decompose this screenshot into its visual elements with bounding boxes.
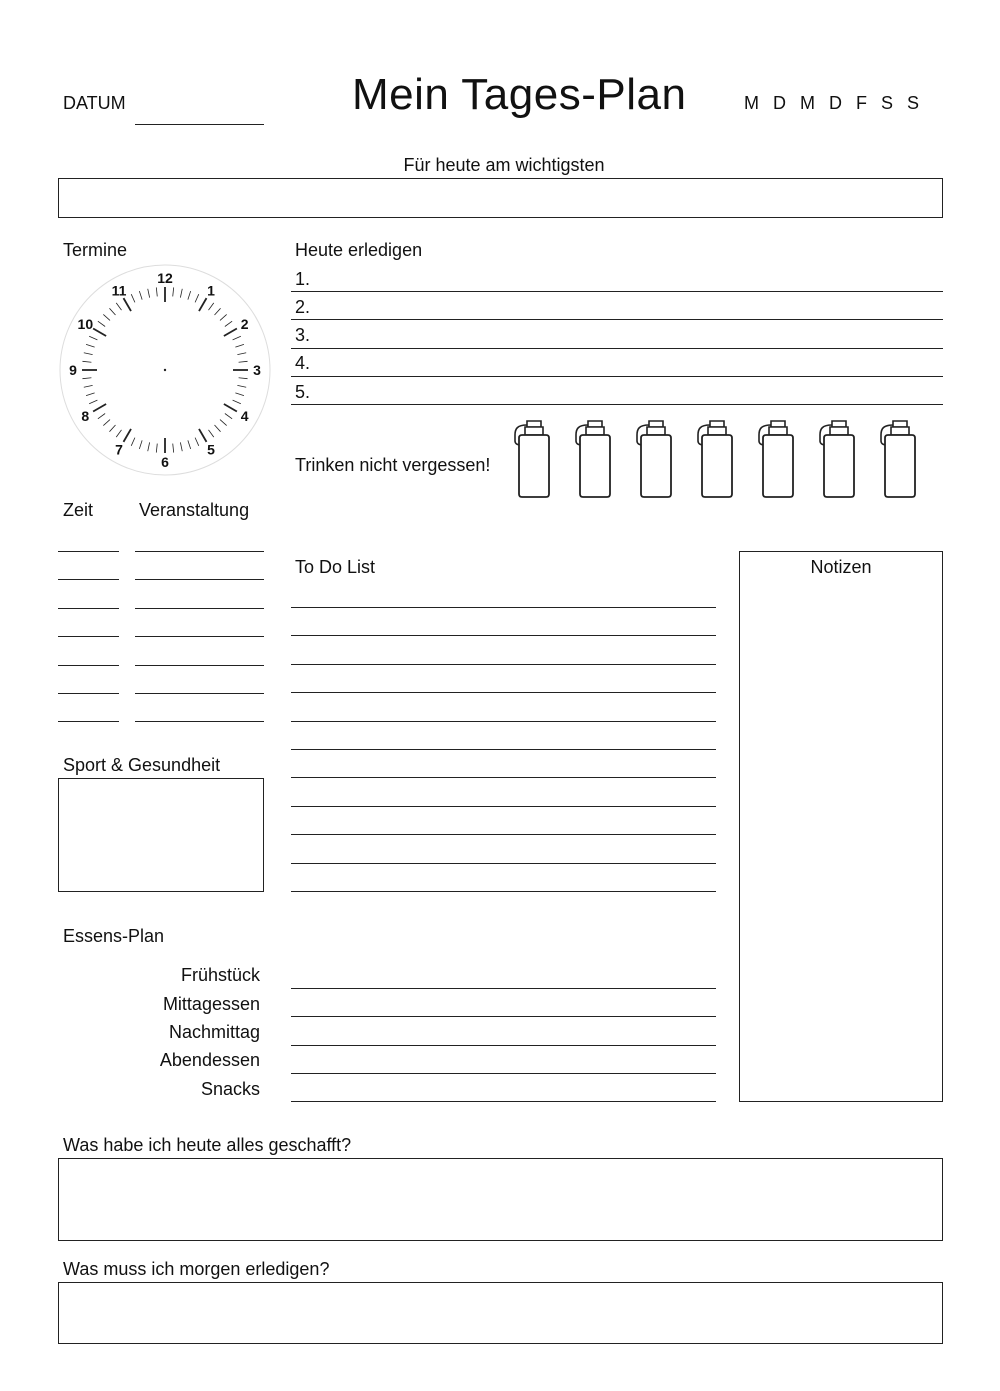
meal-label-dinner: Abendessen: [159, 1050, 260, 1070]
water-bottle-icon[interactable]: [698, 421, 732, 497]
clock-minute-tick: [173, 444, 174, 453]
tomorrow-box[interactable]: [58, 1282, 943, 1344]
clock-minute-tick: [173, 287, 174, 296]
appointments-label: Termine: [63, 240, 128, 260]
clock-minute-tick: [98, 413, 105, 418]
water-bottle-icon[interactable]: [881, 421, 915, 497]
date-field[interactable]: [135, 124, 264, 125]
clock-hour-tick: [93, 329, 106, 337]
priority-box[interactable]: [58, 178, 943, 218]
today-task-number: 3.: [295, 325, 311, 345]
tomorrow-label: Was muss ich morgen erledigen?: [63, 1259, 330, 1279]
todo-line[interactable]: [291, 635, 716, 636]
clock-hour-tick: [199, 429, 207, 442]
accomplished-label: Was habe ich heute alles geschafft?: [63, 1135, 352, 1155]
todo-line[interactable]: [291, 777, 716, 778]
meal-label-breakfast: Frühstück: [180, 965, 260, 985]
water-bottle-icon[interactable]: [637, 421, 671, 497]
weekday-wednesday[interactable]: M: [800, 93, 816, 113]
water-bottle-tracker: [505, 417, 917, 501]
weekday-friday[interactable]: F: [856, 93, 868, 113]
time-header: Zeit: [63, 500, 94, 520]
weekday-saturday[interactable]: S: [881, 93, 895, 113]
water-bottle-icon[interactable]: [820, 421, 854, 497]
today-task-number: 4.: [295, 353, 311, 373]
clock-minute-tick: [103, 314, 110, 320]
event-header: Veranstaltung: [139, 500, 250, 520]
clock-number: 8: [81, 408, 90, 424]
clock-number: 5: [207, 441, 215, 458]
clock-minute-tick: [239, 378, 248, 379]
clock-number: 10: [77, 316, 94, 332]
todo-line[interactable]: [291, 721, 716, 722]
clock-minute-tick: [116, 303, 121, 310]
clock-minute-tick: [139, 440, 142, 449]
priority-label: Für heute am wichtigsten: [403, 155, 605, 175]
clock-minute-tick: [89, 336, 97, 340]
hydration-label: Trinken nicht vergessen!: [295, 455, 491, 475]
clock-minute-tick: [233, 336, 241, 340]
todo-line[interactable]: [291, 891, 716, 892]
todo-line[interactable]: [291, 749, 716, 750]
today-task-line[interactable]: [291, 404, 943, 405]
schedule-time-line[interactable]: [58, 721, 119, 722]
meal-label-afternoon: Nachmittag: [168, 1022, 260, 1042]
clock-minute-tick: [235, 393, 244, 396]
date-label: DATUM: [63, 93, 126, 113]
water-bottle-icon[interactable]: [515, 421, 549, 497]
today-tasks-label: Heute erledigen: [295, 240, 423, 260]
clock-number: 6: [161, 454, 169, 470]
schedule-time-line[interactable]: [58, 608, 119, 609]
todo-line[interactable]: [291, 692, 716, 693]
schedule-time-line[interactable]: [58, 665, 119, 666]
clock-number: 1: [207, 282, 215, 299]
clock-number: 12: [157, 270, 173, 286]
clock-minute-tick: [220, 420, 227, 426]
clock-minute-tick: [116, 430, 121, 437]
clock-hour-tick: [93, 404, 106, 412]
todo-line[interactable]: [291, 607, 716, 608]
meal-line-snacks[interactable]: [291, 1101, 716, 1102]
clock-number: 4: [240, 408, 249, 424]
clock-minute-tick: [82, 378, 91, 379]
schedule-event-line[interactable]: [135, 636, 264, 637]
clock-minute-tick: [235, 344, 244, 347]
weekday-selector: [744, 93, 920, 114]
clock-minute-tick: [195, 438, 199, 446]
todo-line[interactable]: [291, 664, 716, 665]
schedule-time-line[interactable]: [58, 693, 119, 694]
weekday-monday[interactable]: M: [744, 93, 760, 113]
meal-line-breakfast[interactable]: [291, 988, 716, 989]
weekday-tuesday[interactable]: D: [773, 93, 787, 113]
meal-line-dinner[interactable]: [291, 1073, 716, 1074]
clock-minute-tick: [220, 314, 227, 320]
today-task-number: 5.: [295, 382, 311, 402]
clock-minute-tick: [139, 291, 142, 300]
schedule-event-line[interactable]: [135, 551, 264, 552]
todo-line[interactable]: [291, 806, 716, 807]
clock-hour-tick: [199, 298, 207, 311]
clock-minute-tick: [156, 287, 157, 296]
notes-box[interactable]: [739, 551, 943, 1102]
clock-minute-tick: [215, 425, 221, 432]
clock-minute-tick: [188, 440, 191, 449]
schedule-time-line[interactable]: [58, 551, 119, 552]
today-task-line[interactable]: [291, 291, 943, 292]
meal-line-afternoon[interactable]: [291, 1045, 716, 1046]
clock-minute-tick: [86, 344, 95, 347]
clock-minute-tick: [131, 438, 135, 446]
clock-minute-tick: [156, 444, 157, 453]
clock-minute-tick: [148, 289, 150, 298]
clock-minute-tick: [239, 361, 248, 362]
schedule-event-line[interactable]: [135, 608, 264, 609]
clock-minute-tick: [195, 294, 199, 302]
weekday-sunday[interactable]: S: [907, 93, 921, 113]
sport-label: Sport & Gesundheit: [63, 755, 221, 775]
clock-hour-tick: [224, 329, 237, 337]
schedule-time-line[interactable]: [58, 636, 119, 637]
meal-label-snacks: Snacks: [200, 1079, 260, 1099]
notes-label: Notizen: [810, 557, 872, 577]
clock-minute-tick: [84, 385, 93, 387]
clock-minute-tick: [84, 353, 93, 355]
clock-minute-tick: [180, 289, 182, 298]
clock-minute-tick: [109, 308, 115, 315]
clock-number: 3: [253, 362, 261, 378]
today-task-line[interactable]: [291, 348, 943, 349]
meal-label-lunch: Mittagessen: [162, 994, 260, 1014]
clock-number: 2: [240, 316, 249, 332]
page-title: Mein Tages-Plan: [352, 70, 687, 119]
today-task-line[interactable]: [291, 376, 943, 377]
clock-minute-tick: [89, 400, 97, 404]
today-task-number: 1.: [295, 269, 311, 289]
clock-number: 9: [69, 362, 77, 378]
clock-minute-tick: [237, 385, 246, 387]
clock-minute-tick: [233, 400, 241, 404]
clock-minute-tick: [98, 321, 105, 326]
clock-minute-tick: [109, 425, 115, 432]
clock-minute-tick: [208, 303, 213, 310]
clock-minute-tick: [103, 420, 110, 426]
sport-box[interactable]: [58, 778, 264, 892]
water-bottle-icon[interactable]: [576, 421, 610, 497]
clock-hour-tick: [124, 298, 132, 311]
schedule-time-line[interactable]: [58, 579, 119, 580]
meal-plan-label: Essens-Plan: [63, 926, 165, 946]
clock-number: 7: [115, 441, 123, 458]
clock-minute-tick: [225, 413, 232, 418]
clock-hour-tick: [224, 404, 237, 412]
schedule-event-line[interactable]: [135, 693, 264, 694]
today-task-number: 2.: [295, 297, 311, 317]
clock-hour-tick: [124, 429, 132, 442]
clock-face: [58, 263, 272, 477]
todo-line[interactable]: [291, 834, 716, 835]
clock-minute-tick: [215, 308, 221, 315]
schedule-event-line[interactable]: [135, 665, 264, 666]
schedule-event-line[interactable]: [135, 579, 264, 580]
clock-minute-tick: [188, 291, 191, 300]
today-task-line[interactable]: [291, 319, 943, 320]
clock-minute-tick: [82, 361, 91, 362]
clock-number: 11: [111, 282, 127, 299]
schedule-event-line[interactable]: [135, 721, 264, 722]
clock-minute-tick: [180, 442, 182, 451]
accomplished-box[interactable]: [58, 1158, 943, 1241]
clock-minute-tick: [86, 393, 95, 396]
water-bottle-icon[interactable]: [759, 421, 793, 497]
todo-label: To Do List: [295, 557, 376, 577]
clock-minute-tick: [131, 294, 135, 302]
weekday-thursday[interactable]: D: [829, 93, 843, 113]
clock-minute-tick: [148, 442, 150, 451]
clock-minute-tick: [237, 353, 246, 355]
clock-minute-tick: [208, 430, 213, 437]
todo-line[interactable]: [291, 863, 716, 864]
meal-line-lunch[interactable]: [291, 1016, 716, 1017]
clock-minute-tick: [225, 321, 232, 326]
